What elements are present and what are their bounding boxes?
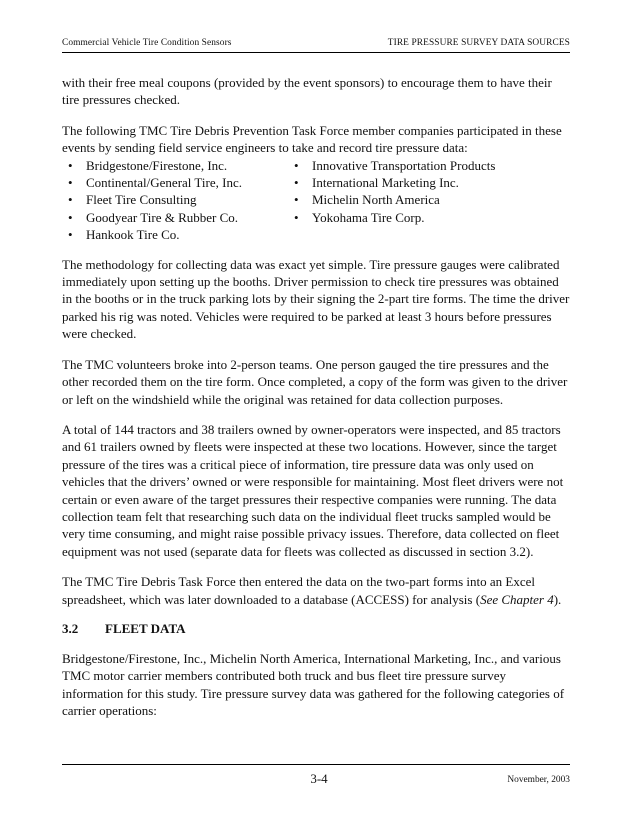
header-doc-title: Commercial Vehicle Tire Condition Sensors <box>62 38 232 48</box>
company-list <box>62 157 570 244</box>
page-number: 3-4 <box>310 771 328 786</box>
list-item: • International Marketing Inc. <box>288 174 495 191</box>
list-item: • Innovative Transportation Products <box>288 157 495 174</box>
header-section-title: TIRE PRESSURE SURVEY DATA SOURCES <box>387 38 570 48</box>
paragraph: The following TMC Tire Debris Prevention Task Force member companies participated in these events by sending field service engineers to take and record tire pressure data: <box>62 122 562 156</box>
footer-divider <box>62 764 570 765</box>
list-item: • Bridgestone/Firestone, Inc. <box>62 157 288 174</box>
section-heading <box>62 621 570 637</box>
paragraph-text: The TMC Tire Debris Task Force then entered the data on the two-part forms into an Excel spreadsheet, which was later downloaded to a database (ACCESS) for analysis ( <box>62 574 535 607</box>
company-list-right <box>288 157 495 244</box>
paragraph: Bridgestone/Firestone, Inc., Michelin North America, International Marketing, Inc., and various TMC motor carrier members contributed both truck and bus fleet tire pressure survey information for this study. Tire pressure survey data was gathered for the following categories of carrier operations: <box>62 650 565 719</box>
page-header <box>62 38 570 53</box>
list-item: • Goodyear Tire & Rubber Co. <box>62 209 288 226</box>
list-item: • Hankook Tire Co. <box>62 226 288 243</box>
list-item: • Michelin North America <box>288 191 495 208</box>
paragraph: with their free meal coupons (provided by the event sponsors) to encourage them to have their tire pressures checked. <box>62 75 552 108</box>
paragraph-text: ). <box>553 591 562 607</box>
paragraph: The TMC volunteers broke into 2-person teams. One person gauged the tire pressures and the other recorded them on the tire form. Once completed, a copy of the form was given to the driver or left on the windshield while the original was retained for data collection purposes. <box>62 356 568 407</box>
list-item: • Continental/General Tire, Inc. <box>62 174 288 191</box>
paragraph: The methodology for collecting data was exact yet simple. Tire pressure gauges were calibrated immediately upon setting up the booths. Driver permission to check tire pressures was obtained in the booths or in the truck parking lots by their signing the 2-part tire forms. The time the driver parked his rig was noted. Vehicles were required to be parked at least 3 hours before pressures were checked. <box>62 256 570 342</box>
company-list-left <box>62 157 288 244</box>
section-title: FLEET DATA <box>105 620 186 636</box>
chapter-reference: See Chapter 4 <box>480 591 554 607</box>
list-item: • Yokohama Tire Corp. <box>288 209 495 226</box>
section-number: 3.2 <box>62 620 79 636</box>
page-body <box>62 74 570 733</box>
list-item: • Fleet Tire Consulting <box>62 191 288 208</box>
footer-date: November, 2003 <box>507 775 570 785</box>
paragraph: A total of 144 tractors and 38 trailers owned by owner-operators were inspected, and 85 tractors and 61 trailers owned by fleets were inspected at these two locations. However, since the target pressure of the tires was a critical piece of information, tire pressure data was only used on vehicles that the drivers’ owned or were responsible for maintaining. Most fleet drivers were not certain or even aware of the target pressures their respective companies were running. The data collection team felt that researching such data on the individual fleet trucks sampled would be very time consuming, and might raise possible privacy issues. Therefore, data collected on fleet equipment was not used (separate data for fleets was collected as discussed in section 3.2). <box>62 421 564 559</box>
paragraph <box>62 573 570 608</box>
